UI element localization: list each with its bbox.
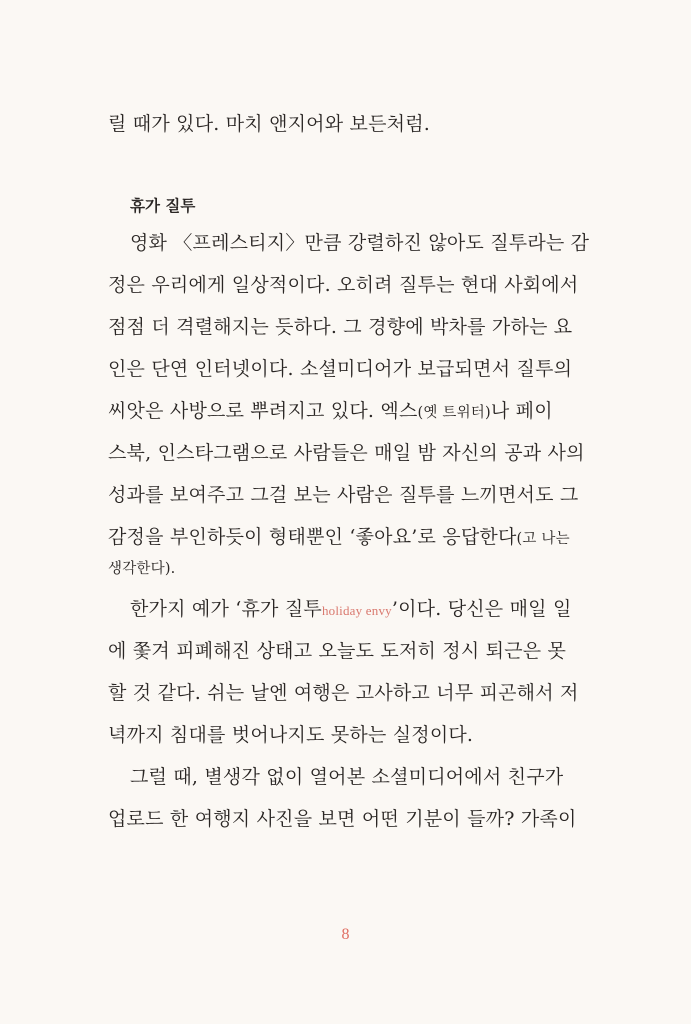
body-line-1: 영화 〈프레스티지〉만큼 강렬하진 않아도 질투라는 감 bbox=[130, 232, 590, 254]
body-line-5-aside: (옛 트위터) bbox=[417, 405, 491, 421]
body-line-14: 그럴 때, 별생각 없이 열어본 소셜미디어에서 친구가 bbox=[130, 766, 564, 788]
body-line-8-aside: (고 나는 bbox=[516, 531, 570, 547]
body-line-15: 업로드 한 여행지 사진을 보면 어떤 기분이 들까? 가족이 bbox=[108, 808, 577, 830]
body-line-13: 녁까지 침대를 벗어나지도 못하는 실정이다. bbox=[108, 724, 474, 746]
english-term: holiday envy bbox=[321, 603, 392, 618]
body-line-5-text: 씨앗은 사방으로 뿌려지고 있다. 엑스 bbox=[108, 400, 418, 422]
body-line-10 bbox=[130, 597, 572, 623]
body-line-7: 성과를 보여주고 그걸 보는 사람은 질투를 느끼면서도 그 bbox=[108, 484, 579, 506]
body-line-10-text: 한가지 예가 ‘휴가 질투 bbox=[130, 598, 322, 620]
page-number: 8 bbox=[341, 926, 350, 943]
body-line-4: 인은 단연 인터넷이다. 소셜미디어가 보급되면서 질투의 bbox=[108, 358, 573, 380]
body-line-3: 점점 더 격렬해지는 듯하다. 그 경향에 박차를 가하는 요 bbox=[108, 316, 573, 338]
section-title: 휴가 질투 bbox=[130, 197, 196, 215]
body-line-9 bbox=[108, 555, 176, 581]
body-line-11: 에 쫓겨 피폐해진 상태고 오늘도 도저히 정시 퇴근은 못 bbox=[108, 640, 567, 662]
body-line-6: 스북, 인스타그램으로 사람들은 매일 밤 자신의 공과 사의 bbox=[108, 442, 585, 464]
body-line-5-rest: 나 페이 bbox=[490, 400, 553, 422]
opening-line: 릴 때가 있다. 마치 앤지어와 보든처럼. bbox=[108, 113, 430, 135]
body-line-8 bbox=[108, 525, 570, 551]
body-line-5 bbox=[108, 399, 553, 425]
body-line-2: 정은 우리에게 일상적이다. 오히려 질투는 현대 사회에서 bbox=[108, 274, 579, 296]
body-line-8-text: 감정을 부인하듯이 형태뿐인 ‘좋아요’로 응답한다 bbox=[108, 526, 517, 548]
body-line-9-aside: 생각한다). bbox=[108, 561, 176, 577]
body-line-12: 할 것 같다. 쉬는 날엔 여행은 고사하고 너무 피곤해서 저 bbox=[108, 682, 579, 704]
body-line-10-rest: ’이다. 당신은 매일 일 bbox=[391, 598, 572, 620]
